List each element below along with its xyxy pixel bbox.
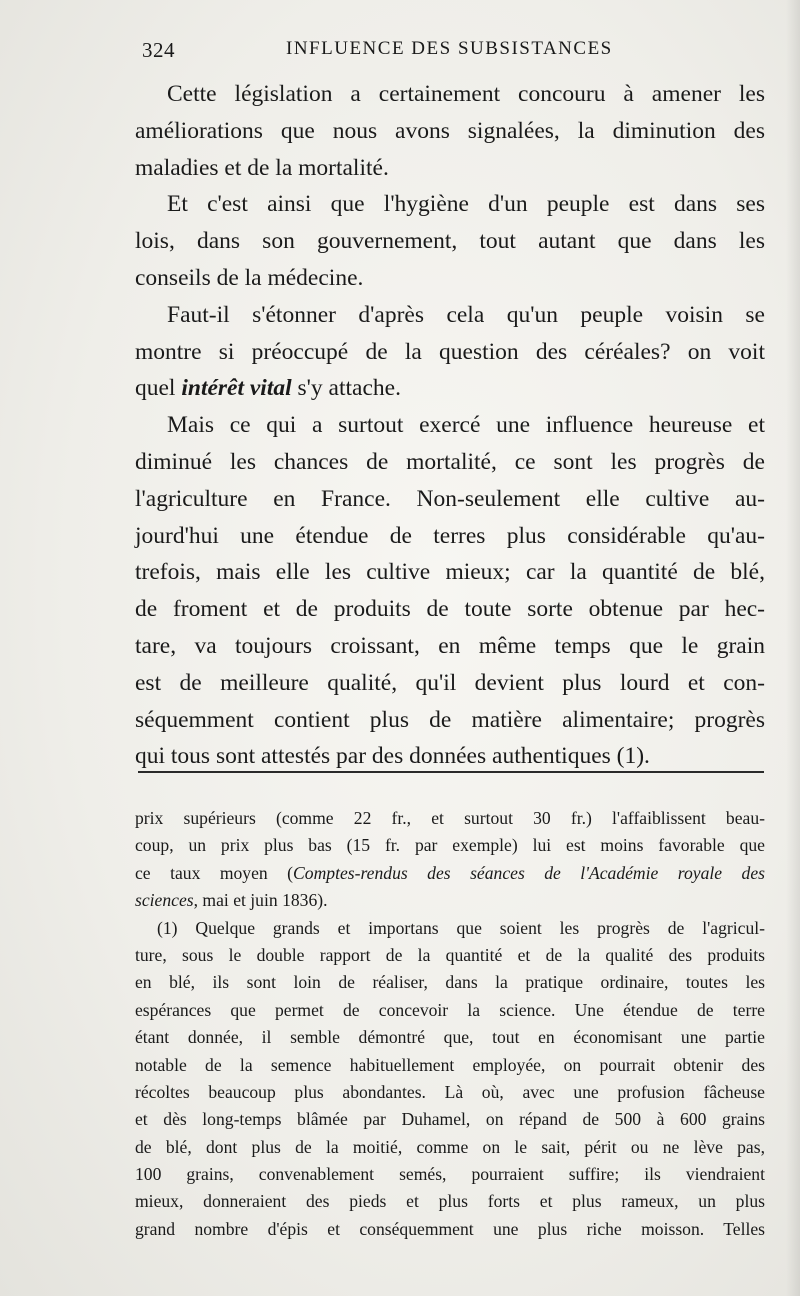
footnote-line: et dès long-temps blâmée par Duhamel, on répand de 500 à 600 grains	[135, 1109, 765, 1130]
footnote-line-end: , mai et juin 1836).	[193, 890, 328, 911]
body-line: maladies et de la mortalité.	[135, 154, 389, 181]
body-line: diminué les chances de mortalité, ce sont les progrès de	[135, 448, 765, 475]
footnotes	[135, 805, 765, 1243]
footnote-line: notable de la semence habituellement employée, on pourrait obtenir des	[135, 1054, 765, 1075]
citation-title: Comptes-rendus des séances de l'Académie royale des	[293, 862, 765, 883]
footnote-line: ture, sous le double rapport de la quantité et de la qualité des produits	[135, 944, 765, 965]
body-line: Mais ce qui a surtout exercé une influence heureuse et	[167, 412, 765, 439]
body-line: Et c'est ainsi que l'hygiène d'un peuple est dans ses	[167, 191, 765, 218]
footnote-line: étant donnée, il semble démontré que, tout en économisant une partie	[135, 1027, 765, 1048]
footnote-line: 100 grains, convenablement semés, pourraient suffire; ils viendraient	[135, 1164, 765, 1185]
body-line	[135, 370, 765, 407]
footnote-line: grand nombre d'épis et conséquemment une plus riche moisson. Telles	[135, 1218, 765, 1239]
footnote-line	[135, 887, 765, 914]
body-line: l'agriculture en France. Non-seulement elle cultive au-	[135, 485, 765, 512]
footnote-line	[135, 860, 765, 887]
body-line: lois, dans son gouvernement, tout autant que dans les	[135, 228, 765, 255]
body-line: conseils de la médecine.	[135, 264, 364, 291]
footnote-line: en blé, ils sont loin de réaliser, dans la pratique ordinaire, toutes les	[135, 972, 765, 993]
body-line: de froment et de produits de toute sorte obtenue par hec-	[135, 596, 765, 623]
running-head: INFLUENCE DES SUBSISTANCES	[286, 38, 613, 59]
page-number: 324	[142, 38, 175, 62]
page-header	[142, 38, 622, 64]
footnote-line: récoltes beaucoup plus abondantes. Là où, avec une profusion fâcheuse	[135, 1081, 765, 1102]
body-line: séquemment contient plus de matière alimentaire; progrès	[135, 706, 765, 733]
body-line: trefois, mais elle les cultive mieux; car la quantité de blé,	[135, 559, 765, 586]
footnote-separator	[138, 771, 764, 773]
footnote-line: (1) Quelque grands et importans que soient les progrès de l'agricul-	[157, 917, 765, 938]
body-line: est de meilleure qualité, qu'il devient plus lourd et con-	[135, 669, 765, 696]
footnote-line: espérances que permet de concevoir la science. Une étendue de terre	[135, 999, 765, 1020]
footnote-line: mieux, donneraient des pieds et plus forts et plus rameux, un plus	[135, 1191, 765, 1212]
page-edge-shadow	[786, 0, 800, 1296]
body-line: améliorations que nous avons signalées, la diminution des	[135, 117, 765, 144]
footnote-line: prix supérieurs (comme 22 fr., et surtout 30 fr.) l'affaiblissent beau-	[135, 808, 765, 828]
footnote-line-start: ce taux moyen (	[135, 862, 294, 883]
emphasis-text: intérêt vital	[181, 375, 292, 402]
body-line: tare, va toujours croissant, en même temps que le grain	[135, 632, 765, 659]
body-line-start: quel	[135, 375, 182, 402]
body-line: Cette législation a certainement concouru à amener les	[167, 81, 765, 107]
body-line-end: s'y attache.	[291, 375, 401, 402]
body-line: montre si préoccupé de la question des céréales? on voit	[135, 338, 765, 365]
footnote-line: de blé, dont plus de la moitié, comme on le sait, périt ou ne lève pas,	[135, 1136, 765, 1157]
footnote-line: coup, un prix plus bas (15 fr. par exemple) lui est moins favorable que	[135, 835, 765, 856]
citation-title-end: sciences	[135, 890, 194, 911]
body-line: jourd'hui une étendue de terres plus considérable qu'au-	[135, 522, 765, 549]
body-line: qui tous sont attestés par des données authentiques (1).	[135, 743, 650, 770]
body-text	[135, 76, 765, 775]
body-line: Faut-il s'étonner d'après cela qu'un peuple voisin se	[167, 301, 765, 328]
